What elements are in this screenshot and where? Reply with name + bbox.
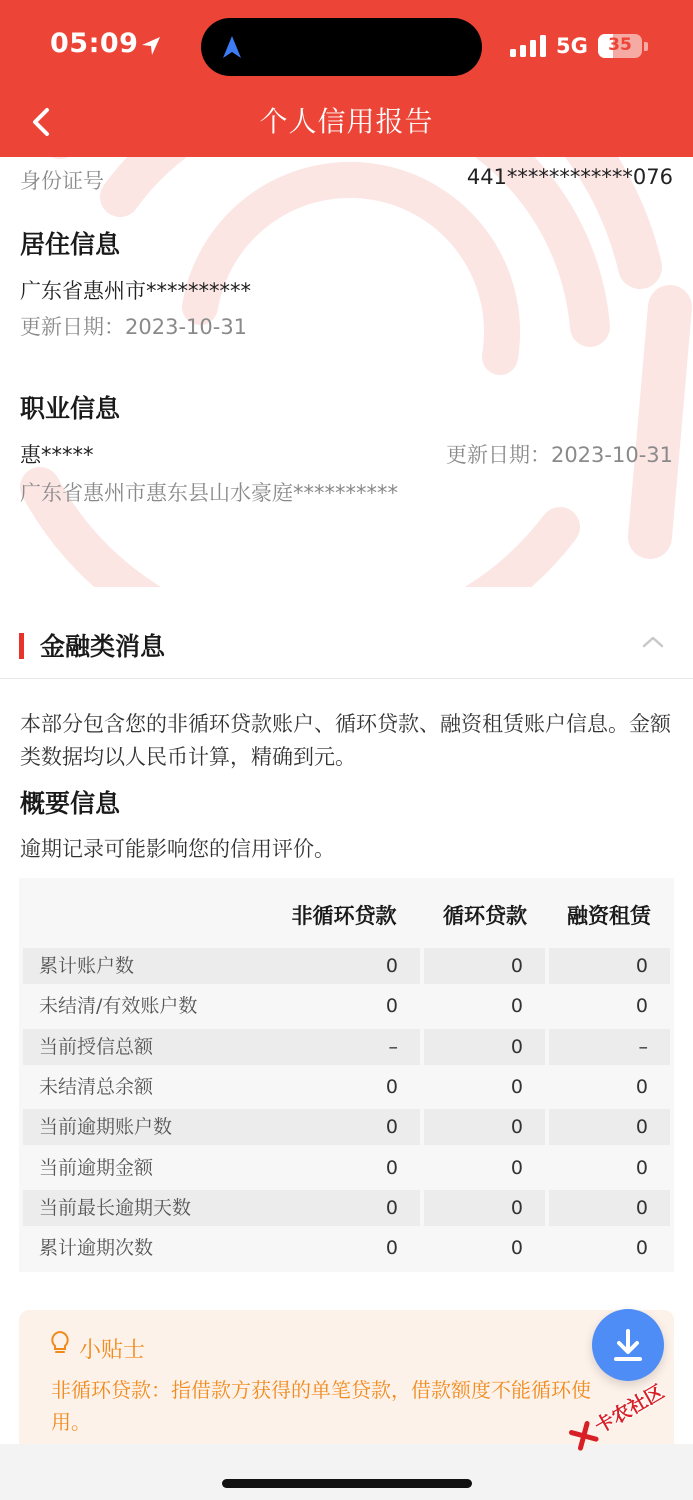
table-cell-value: 0 xyxy=(635,1076,648,1098)
column-header: 循环贷款 xyxy=(443,904,527,928)
network-type: 5G xyxy=(556,34,588,58)
tips-text: 非循环贷款：指借款方获得的单笔贷款，借款额度不能循环使用。 xyxy=(51,1378,591,1434)
table-cell-value: 0 xyxy=(385,1076,398,1098)
navigation-icon xyxy=(221,35,243,59)
signal-icon xyxy=(510,35,546,57)
status-time: 05:09 xyxy=(50,28,139,59)
table-row-label: 未结清总余额 xyxy=(39,1076,154,1098)
summary-table xyxy=(19,878,674,1272)
occupation-heading: 职业信息 xyxy=(20,394,121,423)
home-indicator[interactable] xyxy=(222,1479,472,1488)
table-cell-value: 0 xyxy=(270,1190,420,1226)
app-header xyxy=(0,0,693,157)
table-cell-value: 0 xyxy=(510,1237,523,1259)
id-value: 441************076 xyxy=(466,165,673,189)
table-cell-value: 0 xyxy=(510,1157,523,1179)
finance-description: 本部分包含您的非循环贷款账户、循环贷款、融资租赁账户信息。金额类数据均以人民币计算，精确到元。 xyxy=(20,712,671,769)
table-row-label: 当前最长逾期天数 xyxy=(23,1190,285,1226)
table-cell-value: – xyxy=(270,1029,420,1065)
battery-percent: 35 xyxy=(608,35,632,55)
table-cell-value: 0 xyxy=(385,1237,398,1259)
residence-update-date: 更新日期：2023-10-31 xyxy=(20,315,248,339)
table-cell-value: 0 xyxy=(635,1157,648,1179)
id-label: 身份证号 xyxy=(20,169,104,193)
dynamic-island xyxy=(201,18,482,76)
summary-note: 逾期记录可能影响您的信用评价。 xyxy=(20,837,335,861)
column-header: 非循环贷款 xyxy=(291,904,397,928)
page-title: 个人信用报告 xyxy=(259,105,434,138)
table-row-label: 当前逾期账户数 xyxy=(23,1109,285,1145)
battery-icon xyxy=(598,34,642,58)
table-row-label: 累计账户数 xyxy=(23,948,285,984)
residence-address: 广东省惠州市********** xyxy=(20,279,251,303)
table-cell-value: 0 xyxy=(424,1109,545,1145)
table-cell-value: 0 xyxy=(424,1190,545,1226)
occupation-address: 广东省惠州市惠东县山水豪庭********** xyxy=(20,481,398,505)
summary-title: 概要信息 xyxy=(20,789,121,818)
table-cell-value: 0 xyxy=(635,995,648,1017)
location-arrow-icon xyxy=(140,35,162,57)
finance-section-header[interactable] xyxy=(0,605,693,679)
site-watermark-text: 卡农社区 xyxy=(591,1380,669,1438)
collapse-button[interactable] xyxy=(640,629,666,655)
occupation-update-date: 更新日期：2023-10-31 xyxy=(445,443,673,467)
table-row-label: 累计逾期次数 xyxy=(39,1237,154,1259)
battery-tip xyxy=(644,42,648,51)
column-header: 融资租赁 xyxy=(567,904,651,928)
table-cell-value: 0 xyxy=(549,1109,670,1145)
residence-heading: 居住信息 xyxy=(20,230,121,259)
table-cell-value: 0 xyxy=(424,948,545,984)
table-cell-value: 0 xyxy=(424,1029,545,1065)
table-cell-value: 0 xyxy=(549,1190,670,1226)
table-cell-value: 0 xyxy=(549,948,670,984)
table-cell-value: – xyxy=(549,1029,670,1065)
personal-info-card xyxy=(0,157,693,587)
table-cell-value: 0 xyxy=(635,1237,648,1259)
employer-name: 惠***** xyxy=(20,443,94,467)
table-row-label: 当前授信总额 xyxy=(23,1029,285,1065)
finance-section-title: 金融类消息 xyxy=(40,632,166,661)
table-cell-value: 0 xyxy=(270,948,420,984)
table-cell-value: 0 xyxy=(510,995,523,1017)
table-cell-value: 0 xyxy=(510,1076,523,1098)
chevron-up-icon xyxy=(640,629,666,655)
watermark-logo xyxy=(0,157,693,587)
table-cell-value: 0 xyxy=(385,1157,398,1179)
lightbulb-icon xyxy=(49,1330,71,1356)
table-row-label: 未结清/有效账户数 xyxy=(39,995,198,1017)
tips-title: 小贴士 xyxy=(79,1338,146,1363)
table-row-label: 当前逾期金额 xyxy=(39,1157,154,1179)
table-cell-value: 0 xyxy=(385,995,398,1017)
section-accent-bar xyxy=(19,633,24,659)
table-cell-value: 0 xyxy=(270,1109,420,1145)
